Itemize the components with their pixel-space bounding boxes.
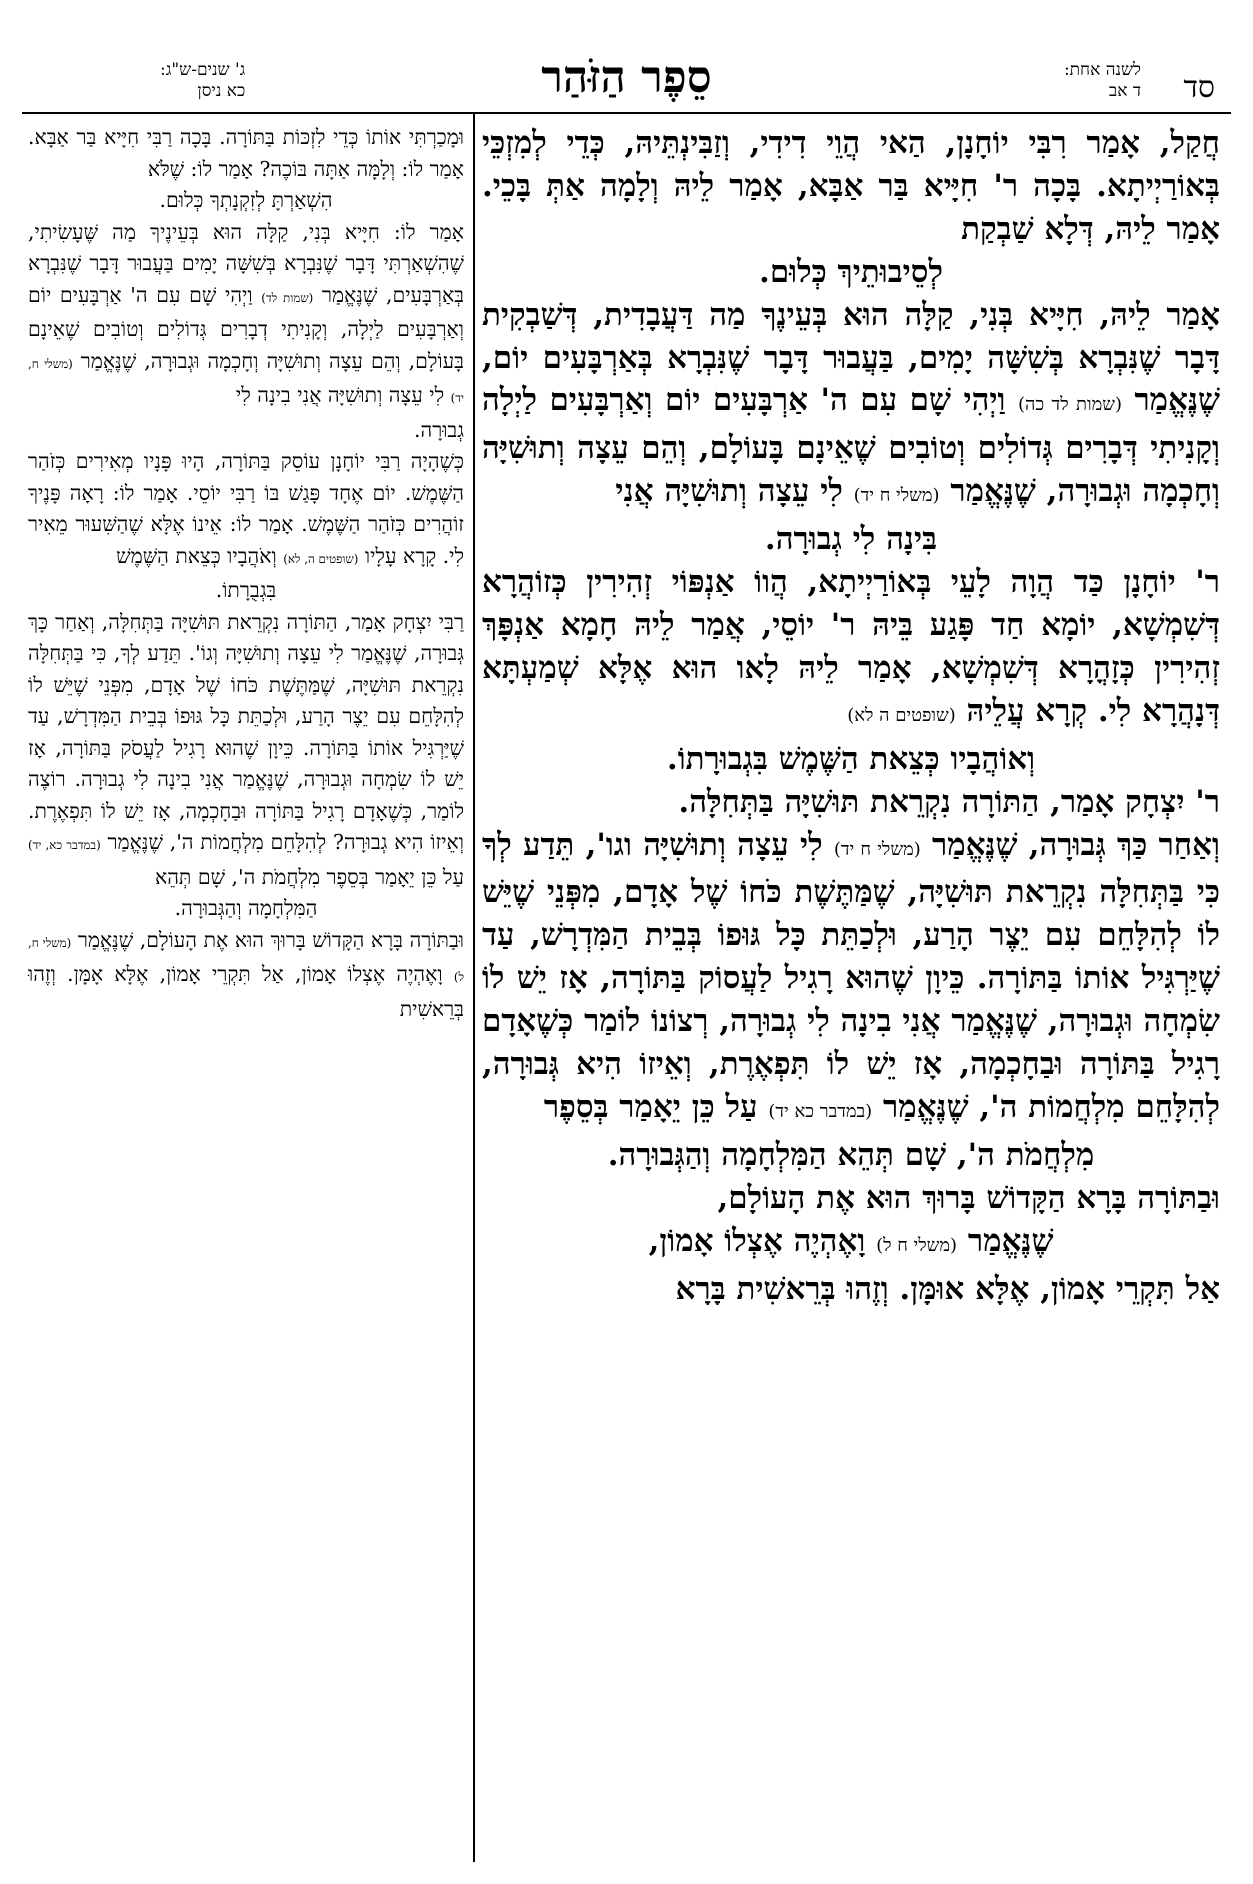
- translation-text: רַבִּי יִצְחָק אָמַר, הַתּוֹרָה נִקְרֵאת תּוּשִׁיָּה בַּתְּחִלָּה, וְאַחַר כָּךְ גְּבוּרָה, שֶׁנֶּאֱמַר לִי עֵצָה וְתוּשִׁיָּה וְגוֹ'. תֵּדַע לְךָ, כִּי בַּתְּחִלָּה נִקְרֵאת תּוּשִׁיָּה, שֶׁמַּתֶּשֶׁת כֹּחוֹ שֶׁל אָדָם, מִפְּנֵי שֶׁיֵּשׁ לוֹ לְהִלָּחֵם עִם יֵצֶר הָרַע, וּלְכַתֵּת כָּל גּוּפוֹ בְּבֵית הַמִּדְרָשׁ, עַד שֶׁיַּרְגִּיל אוֹתוֹ בַּתּוֹרָה. כֵּיוָן שֶׁהוּא רָגִיל לַעֲסֹק בַּתּוֹרָה, אָז יֵשׁ לוֹ שִׂמְחָה וּגְבוּרָה, שֶׁנֶּאֱמַר אֲנִי בִינָה לִי גְבוּרָה. רוֹצֶה לוֹמַר, כְּשֶׁאָדָם רָגִיל בַּתּוֹרָה וּבַחָכְמָה, אָז יֵשׁ לוֹ תִּפְאֶרֶת. וְאֵיזוֹ הִיא גְבוּרָה? לְהִלָּחֵם מִלְחֲמוֹת ה', שֶׁנֶּאֱמַר: [28, 609, 464, 854]
- three-year-schedule-line2: כא ניסן: [197, 81, 246, 102]
- page-number: סד: [1183, 70, 1215, 105]
- main-paragraph: [482, 738, 1220, 781]
- main-paragraph: [482, 518, 1220, 561]
- verse-reference: (משלי ח, ל): [28, 935, 465, 984]
- main-text: וָאֶהְיֶה אֶצְלוֹ אָמוֹן,: [648, 1222, 866, 1259]
- translation-paragraph: [28, 185, 464, 217]
- main-text: וְאַחַר כַּךְ גְּבוּרָה, שֶׁנֶּאֱמַר: [931, 826, 1220, 863]
- three-year-schedule-label: [160, 60, 245, 103]
- verse-reference: (שמות לד): [261, 290, 314, 305]
- translation-column: [28, 122, 464, 1025]
- main-text: לְסֵיבוּתֵיךְ כְּלוּם.: [759, 253, 943, 290]
- main-text: עַל כֵּן יֵאָמַר בְּסֵפֶר: [543, 1088, 758, 1125]
- verse-reference: (במדבר כא, יד): [28, 838, 101, 852]
- one-year-schedule-line1: לשנה אחת:: [1063, 60, 1141, 80]
- main-paragraph: [482, 1220, 1220, 1268]
- main-paragraph: [482, 561, 1220, 738]
- translation-text: לִי עֵצָה וְתוּשִׁיָּה אֲנִי בִינָה לִי: [235, 383, 445, 407]
- translation-text: בִּגְבֻרָתוֹ.: [215, 578, 277, 602]
- main-text: בִּינָה לִי גְבוּרָה.: [764, 521, 938, 558]
- translation-text: וָאֶהְיֶה אֶצְלוֹ אָמוֹן, אַל תִּקְרֵי אָמוֹן, אֶלָּא אָמָּן. וְזֶהוּ בְּרֵאשִׁית: [28, 962, 464, 1021]
- translation-text: וַיְהִי שָׁם עִם ה' אַרְבָּעִים יוֹם וְאַרְבָּעִים לַיְלָה, וְקָנִיתִי דְבָרִים גְּדוֹלִים וְטוֹבִים שֶׁאֵינָם בָּעוֹלָם, וְהֵם עֵצָה וְתוּשִׁיָּה וְחָכְמָה וּגְבוּרָה, שֶׁנֶּאֱמַר: [28, 282, 465, 373]
- translation-paragraph: [28, 122, 464, 185]
- main-paragraph: [482, 824, 1220, 1134]
- main-paragraph: [482, 1268, 1220, 1311]
- main-text: מִלְחֲמֹת ה', שָׁם תְּהֵא הַמִּלְחָמָה וְהַגְּבוּרָה.: [607, 1136, 1095, 1173]
- main-paragraph: [482, 122, 1220, 251]
- main-paragraph: [482, 1134, 1220, 1177]
- translation-paragraph: [28, 925, 464, 1026]
- main-text: וְאוֹהֲבָיו כְּצֵאת הַשֶּׁמֶשׁ בִּגְבוּרָתוֹ.: [666, 740, 1036, 777]
- translation-text: הַמִּלְחָמָה וְהַגְּבוּרָה.: [174, 896, 318, 920]
- main-text: ר' יוֹחָנָן כַּד הֲוָה לָעֵי בְּאוֹרַיְיתָא, הֲווֹ אַנְפּוֹי זְהִירִין כְּזוֹהֲרָא דְּשִׁמְשָׁא, יוֹמָא חַד פָּגַע בֵּיהּ ר' יוֹסֵי, אֲמַר לֵיהּ חָמָא אַנְפָּךְ זְהִירִין כְּזָהֳרָא דְּשִׁמְשָׁא, אָמַר לֵיהּ לָאו הוּא אֶלָּא שְׁמַעְתָּא דְּנָהֲרָא לִי. קְרָא עֲלֵיהּ: [482, 564, 1220, 729]
- verse-reference: (משלי ח, יד): [28, 356, 464, 405]
- translation-paragraph: [28, 217, 464, 415]
- translation-paragraph: [28, 415, 464, 447]
- translation-text: וּבַתּוֹרָה בָּרָא הַקָּדוֹשׁ בָּרוּךְ הוּא אֶת הָעוֹלָם, שֶׁנֶּאֱמַר: [77, 927, 465, 952]
- main-text: שֶׁנֶּאֱמַר: [967, 1222, 1054, 1259]
- translation-paragraph: [28, 575, 464, 607]
- translation-text: אָמַר לוֹ: חִיָּיא בְּנִי, קַלָּה הוּא בְּעֵינֶיךָ מַה שֶּׁעָשִׂיתִי, שֶׁהִשְׁאַרְתִּי דָּבָר שֶׁנִּבְרָא בְּשִׁשָּׁה יָמִים בַּעֲבוּר דָּבָר שֶׁנִּבְרָא בְּאַרְבָּעִים, שֶׁנֶּאֱמַר: [28, 219, 465, 307]
- main-paragraph: [482, 251, 1220, 294]
- translation-paragraph: [28, 893, 464, 925]
- translation-paragraph: [28, 607, 464, 894]
- main-paragraph: [482, 781, 1220, 824]
- verse-reference: (משלי ח יד): [853, 485, 940, 507]
- main-text: וַיְהִי שָׁם עִם ה' אַרְבָּעִים יוֹם וְאַרְבָּעִים לַיְלָה וְקָנִיתִי דְּבָרִים גְּדוֹלִים וְטוֹבִים שֶׁאֵינָם בָּעוֹלָם, וְהֵם עֵצָה וְתוּשִׁיָּה וְחָכְמָה וּגְבוּרָה, שֶׁנֶּאֱמַר: [482, 382, 1220, 510]
- main-text: אָמַר לֵיהּ, חִיָּיא בְּנִי, קַלָּה הוּא בְּעֵינֶךָ מַה דַּעֲבָדִית, דְּשַׁבְקִית דָּבָר שֶׁנִּבְרָא בְּשִׁשָּׁה יָמִים, בַּעֲבוּר דָּבָר שֶׁנִּבְרָא בְּאַרְבָּעִים יוֹם, שֶׁנֶּאֱמַר: [482, 296, 1220, 419]
- main-paragraph: [482, 294, 1220, 519]
- translation-text: עַל כֵּן יֵאָמַר בְּסֵפֶר מִלְחֲמֹת ה', שָׁם תְּהֵא: [154, 864, 464, 889]
- book-title: סֵפֶר הַזֹּהַר: [541, 52, 712, 103]
- verse-reference: (שמות לד כה): [1018, 394, 1122, 416]
- translation-text: וְאֹהֲבָיו כְּצֵאת הַשֶּׁמֶשׁ: [116, 543, 277, 568]
- main-text: לִי עֵצָה וְתוּשִׁיָּה אֲנִי: [615, 473, 843, 510]
- translation-text: וּמָכַרְתִּי אוֹתוֹ כְּדֵי לִזְכּוֹת בַּתּוֹרָה. בָּכָה רַבִּי חִיָּיא בַּר אַבָּא. אָמַר לוֹ: וְלָמָּה אַתָּה בּוֹכֶה? אָמַר לוֹ: שֶׁלֹּא: [28, 125, 464, 181]
- verse-reference: (שופטים ה לא): [847, 704, 956, 726]
- translation-text: הִשְׁאַרְתָּ לְזִקְנָתְךָ כְּלוּם.: [159, 188, 333, 212]
- verse-reference: (שופטים ה, לא): [283, 551, 359, 566]
- main-paragraph: [482, 1177, 1220, 1220]
- one-year-schedule-line2: ד אב: [1109, 81, 1141, 102]
- main-text: אַל תִּקְרֵי אָמוֹן, אֶלָּא אוּמָּן. וְזֶהוּ בְּרֵאשִׁית בָּרָא: [675, 1270, 1220, 1307]
- translation-text: גְבוּרָה.: [413, 417, 464, 442]
- main-text: חֲקַל, אָמַר רִבִּי יוֹחָנָן, הַאי הֲוֵי דִידִי, וְזַבִּינְתֵּיהּ, כְּדֵי לְמִזְכֵּי בְּאוֹרַיְיתָא. בָּכָה ר' חִיָּיא בַּר אַבָּא, אָמַר לֵיהּ וְלָמָה אַתְּ בָּכֵי. אָמַר לֵיהּ, דְּלָא שַׁבְקַת: [482, 125, 1220, 247]
- verse-reference: (במדבר כא יד): [768, 1100, 873, 1122]
- main-text: ר' יִצְחָק אָמַר, הַתּוֹרָה נִקְרֵאת תּוּשִׁיָּה בַּתְּחִלָּה.: [678, 783, 1220, 820]
- main-text-column: [482, 122, 1220, 1310]
- verse-reference: (משלי ח יד): [833, 838, 921, 860]
- verse-reference: (משלי ח ל): [876, 1234, 958, 1256]
- translation-text: כְּשֶׁהָיָה רַבִּי יוֹחָנָן עוֹסֵק בַּתּוֹרָה, הָיוּ פָּנָיו מְאִירִים כְּזֹהַר הַשֶּׁמֶשׁ. יוֹם אֶחָד פָּגַשׁ בּוֹ רַבִּי יוֹסֵי. אָמַר לוֹ: רָאָה פָּנֶיךָ זוֹהֲרִים כְּזֹהַר הַשֶּׁמֶשׁ. אָמַר לוֹ: אֵינוֹ אֶלָּא שֶׁהַשִּׁעוּר מֵאִיר לִי. קָרָא עָלָיו: [28, 449, 464, 568]
- main-text: וּבַתּוֹרָה בָּרָא הַקָּדוֹשׁ בָּרוּךְ הוּא אֶת הָעוֹלָם,: [717, 1179, 1220, 1216]
- main-text: לִי עֵצָה וְתוּשִׁיָּה וגו', תֵּדַע לְךָ כִּי בַּתְּחִלָּה נִקְרֵאת תּוּשִׁיָּה, שֶׁמַּתֶּשֶׁת כֹּחוֹ שֶׁל אָדָם, מִפְּנֵי שֶׁיֵּשׁ לוֹ לְהִלָּחֵם עִם יֵצֶר הָרַע, וּלְכַתֵּת כָּל גּוּפוֹ בְּבֵית הַמִּדְרָשׁ, עַד שֶׁיַּרְגִּיל אוֹתוֹ בַּתּוֹרָה. כֵּיוָן שֶׁהוּא רָגִיל לַעֲסוֹק בַּתּוֹרָה, אָז יֵשׁ לוֹ שִׂמְחָה וּגְבוּרָה, שֶׁנֶּאֱמַר אֲנִי בִינָה לִי גְבוּרָה, רְצוֹנוֹ לוֹמַר כְּשֶׁאָדָם רָגִיל בַּתּוֹרָה וּבַחָכְמָה, אָז יֵשׁ לוֹ תִּפְאֶרֶת, וְאֵיזוֹ הִיא גְּבוּרָה, לְהִלָּחֵם מִלְחֲמוֹת ה', שֶׁנֶּאֱמַר: [482, 826, 1220, 1125]
- column-divider: [473, 112, 475, 1862]
- three-year-schedule-line1: ג' שנים-ש"ג:: [160, 60, 246, 80]
- translation-paragraph: [28, 446, 464, 575]
- header-divider: [22, 112, 1231, 114]
